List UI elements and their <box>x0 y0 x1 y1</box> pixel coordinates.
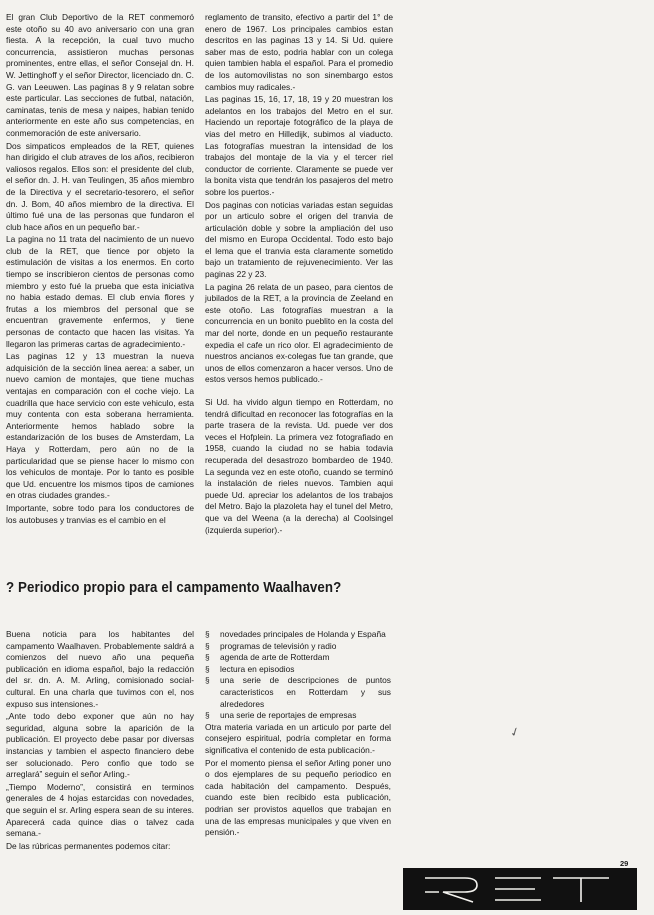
list-item <box>205 629 391 641</box>
paragraph: Por el momento piensa el señor Arling poner uno o dos ejemplares de su pequeño periodico en cada habitación del campamento. Después, cuando este bien recibido esta publicación, podrian ser provistos aquellos que trabajan en una de las empresas municipales y que viven en pensión.- <box>205 757 391 838</box>
section-heading: ? Periodico propio para el campamento Waalhaven? <box>6 580 342 596</box>
list-item <box>205 652 391 664</box>
list-item <box>205 675 391 710</box>
section-sign-icon: § <box>205 663 210 674</box>
paragraph: „Ante todo debo exponer que aún no hay seguridad, alguna sobre la aparición de la publicación. El proyecto debe pasar por diversas instancias y tambien el aspecto financiero debe ser solucionado. Pero confio que todo se arreglará” seguin el señor Arling.- <box>6 711 194 780</box>
ret-logo <box>403 868 637 915</box>
rubric-list <box>205 629 391 722</box>
article-column-1 <box>6 12 194 526</box>
paragraph: reglamento de transito, efectivo a partir del 1° de enero de 1967. Los principales cambios estan descritos en las paginas 13 y 14. Si Ud. quiere saber mas de esto, podria hablar con un colega quien tambien habla el español. Para el promedio de los automovilistas no son sinembargo estos cambios muy radicales.- <box>205 12 393 92</box>
section-sign-icon: § <box>205 710 210 721</box>
pen-tick-mark: ✓ <box>507 723 523 741</box>
list-item-text: una serie de descripciones de puntos caracteristicos en Rotterdam y sus alrededores <box>220 675 391 709</box>
paragraph: Buena noticia para los habitantes del campamento Waalhaven. Probablemente saldrá a comienzos del nuevo año una pequeña publicación en idioma español, bajo la redacción del sr. dn. A. M. Arling, comisionado social-cultural. En una charla que tuvimos con el, nos expuso sus intensiones.- <box>6 629 194 709</box>
paragraph-spacer <box>205 386 393 397</box>
section-sign-icon: § <box>205 675 210 686</box>
paragraph: De las rúbricas permanentes podemos citar: <box>6 840 171 851</box>
list-item-text: lectura en episodios <box>220 663 295 674</box>
ret-logo-graphic <box>403 868 637 910</box>
article-column-3 <box>6 629 194 852</box>
paragraph: Las paginas 12 y 13 muestran la nueva adquisición de la sección linea aerea: a saber, un nuevo camion de montajes, que tiene muchas ventajas en comparación con el coche viejo. La cuadrilla que hace servicio con este vehiculo, esta muy contenta con esta soberana herramienta. Anteriormente hemos hablado sobre la estandarización de los buses de Amsterdam, La Haya y Rotterdam, pero aún no de la particularidad que se piense hacer lo mismo con los vehiculos de montaje. Por lo tanto es posible que Ud. encuentre los mismos tipos de camiones en otras ciudades grandes.- <box>6 351 194 501</box>
article-column-2 <box>205 12 393 536</box>
paragraph: El gran Club Deportivo de la RET conmemoró este otoño su 40 avo aniversario con una gran fiesta. A la recepción, la cual tuvo mucho concurrencia, assistieron muchas personas prominentes, entre ellas, el señor Consejal dn. H. W. Jettinghoff y el señor Director, licenciado dn. C. G. van Leeuwen. Las paginas 8 y 9 relatan sobre este particular. Las secciones de futbal, natación, caminatas, tenis de mesa y naipes, habian tenido anteriormente en este año sus competencias, en conmemoración de este aniversario. <box>6 12 194 138</box>
list-item-text: una serie de reportajes de empresas <box>220 710 357 721</box>
section-sign-icon: § <box>205 640 210 651</box>
paragraph: Dos simpaticos empleados de la RET, quienes han dirigido el club atraves de los años, recibieron valiosos regalos. Ellos son: el presidente del club, el señor dn. J. H. van Teulingen, 35 años miembro de la Directiva y el secretario-tesorero, el señor dn. J. Bom, 40 años miembro de la directiva. El último fué una de las personas que fundaron el club hace años en un pequeño bar.- <box>6 140 194 232</box>
article-column-4 <box>205 629 391 839</box>
section-sign-icon: § <box>205 652 210 663</box>
paragraph: „Tiempo Moderno”, consistirá en terminos generales de 4 hojas estarcidas con novedades, que seguin el sr. Arling espera sean de su interes. Aparecerá cada quince dias o talvez cada semana.- <box>6 781 194 839</box>
paragraph: Importante, sobre todo para los conductores de los autobuses y tranvias es el cambio en el <box>6 502 194 525</box>
list-item <box>205 710 391 722</box>
paragraph: Las paginas 15, 16, 17, 18, 19 y 20 muestran los adelantos en los trabajos del Metro en el sur. Haciendo un reportaje fotográfico de la playa de vias del metro en Hilledijk, subimos al viaducto. Las fotografías muestran la intensidad de los trabajos del montaje de la via y el tercer riel conductor de corriente. Claramente se puede ver la bonita vista que tendrán los pasajeros del metro sobre los puertos.- <box>205 94 393 197</box>
list-item-text: agenda de arte de Rotterdam <box>220 652 330 663</box>
list-item <box>205 664 391 676</box>
list-item-text: programas de televisión y radio <box>220 640 337 651</box>
page-number: 29 <box>620 859 629 868</box>
paragraph: La pagina 26 relata de un paseo, para cientos de jubilados de la RET, a la provincia de Zeeland en este otoño. Las fotografías muestran a la concurrencia en un bonito pueblito en la costa del mar del norte, donde en un pequeño restaurante expedia el cafe un rico olor. El agradecimiento de nuestros ancianos ex-colegas fue tan grande, que unos de ellos comenzaron a hacer versos. Uno de estos versos hemos publicado.- <box>205 281 393 385</box>
paragraph: Dos paginas con noticias variadas estan seguidas por un articulo sobre el origen del tranvia de articulación doble y sobre la ampliación del uso del mismo en Europa Occidental. Todo esto bajo el lema que el tranvia esta claramente sometido bajo un tratamiento de rejuvenecimiento. Ver las paginas 22 y 23. <box>205 199 393 280</box>
section-sign-icon: § <box>205 629 210 639</box>
paragraph: La pagina no 11 trata del nacimiento de un nuevo club de la RET, que tience por objeto la estimulación de visitas a los enermos. En corto tiempo se inscribieron cientos de personas como miembro y esto fué la prueba que esta iniciativa no habia estado demas. El club envia flores y frutas a los miembros del personal que se encuentran gravemente enfermos, y tiene personas de contacto que hacen las visitas. Ya llegaron las primeras cartas de agradecimiento.- <box>6 234 194 349</box>
list-item-text: novedades principales de Holanda y España <box>220 629 386 639</box>
paragraph: Otra materia variada en un articulo por parte del consejero espiritual, podría completar en forma significativa el contenido de esta publicación.- <box>205 721 391 755</box>
list-item <box>205 641 391 653</box>
paragraph: Si Ud. ha vivido algun tiempo en Rotterdam, no tendrá dificultad en reconocer las fotografías en la parte trasera de la revista. Ud. puede ver dos veces el Hofplein. La primera vez fotografiado en 1958, cuando la ciudad no se habia todavia recuperada del desastrozo bombardeo de 1940. La segunda vez en este otoño, cuando se terminó la instalación de rieles nuevos. Tambien aqui puede Ud. apreciar los adelantos de los trabajos del Metro. Bajo la plazoleta hay el tunel del Metro, que va del Weena (a la derecha) al Coolsingel (izquierda superior).- <box>205 397 393 535</box>
